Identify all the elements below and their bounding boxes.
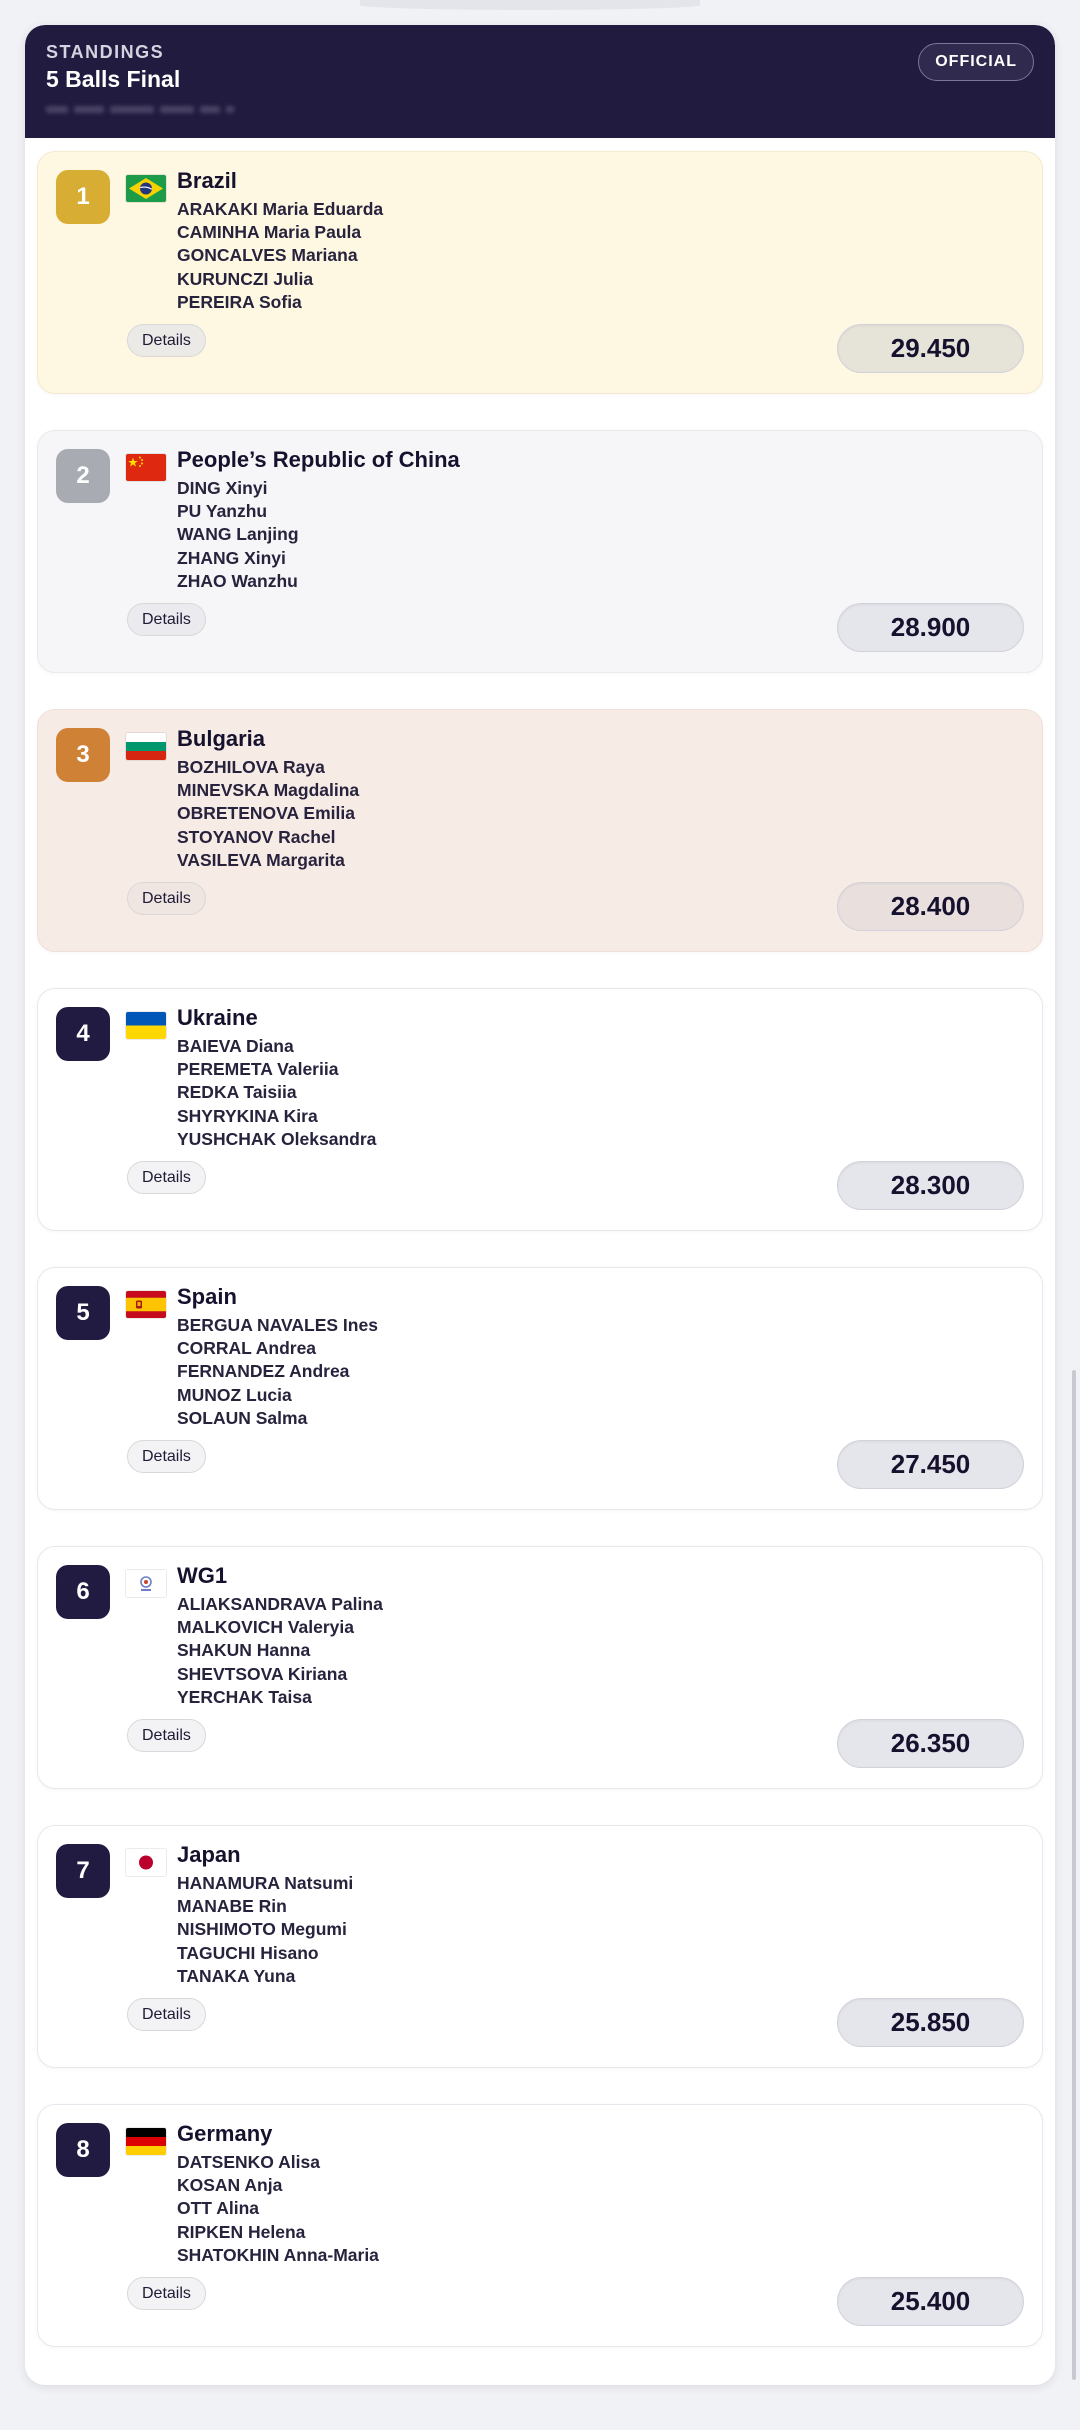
team-member: SHATOKHIN Anna-Maria xyxy=(177,2244,379,2265)
team-member: VASILEVA Margarita xyxy=(177,849,345,870)
china-flag-icon xyxy=(126,454,166,481)
team-member: SHEVTSOVA Kiriana xyxy=(177,1663,348,1684)
team-members xyxy=(177,198,383,314)
section-kicker: STANDINGS xyxy=(46,42,165,62)
standing-card-rank-8 xyxy=(37,2104,1043,2347)
total-score: 27.450 xyxy=(837,1440,1024,1489)
details-button[interactable]: Details xyxy=(127,603,206,636)
team-member: DATSENKO Alisa xyxy=(177,2152,320,2172)
team-member: SHAKUN Hanna xyxy=(177,1640,311,1661)
team-member: PU Yanzhu xyxy=(177,501,268,522)
spain-flag-icon xyxy=(126,1291,166,1318)
details-button[interactable]: Details xyxy=(127,324,206,357)
total-score: 28.400 xyxy=(837,882,1024,931)
country-name: Brazil xyxy=(177,168,237,193)
wg1-flag-icon xyxy=(126,1570,166,1597)
team-member: OBRETENOVA Emilia xyxy=(177,803,355,824)
team-member: BERGUA NAVALES Ines xyxy=(177,1315,378,1335)
team-member: ALIAKSANDRAVA Palina xyxy=(177,1594,383,1614)
team-member: MALKOVICH Valeryia xyxy=(177,1617,354,1638)
team-member: KURUNCZI Julia xyxy=(177,268,314,289)
total-score: 25.850 xyxy=(837,1998,1024,2047)
team-member: ARAKAKI Maria Eduarda xyxy=(177,199,384,219)
standing-card-rank-3 xyxy=(37,709,1043,952)
team-member: TAGUCHI Hisano xyxy=(177,1942,319,1963)
team-members xyxy=(177,477,299,593)
rank-badge: 5 xyxy=(56,1286,110,1340)
team-member: MUNOZ Lucia xyxy=(177,1384,292,1405)
bulgaria-flag-icon xyxy=(126,733,166,760)
team-member: STOYANOV Rachel xyxy=(177,826,336,847)
total-score: 26.350 xyxy=(837,1719,1024,1768)
details-button[interactable]: Details xyxy=(127,1719,206,1752)
ukraine-flag-icon xyxy=(126,1012,166,1039)
team-member: TANAKA Yuna xyxy=(177,1965,296,1986)
rank-badge: 8 xyxy=(56,2123,110,2177)
standing-card-rank-2 xyxy=(37,430,1043,673)
rank-badge: 6 xyxy=(56,1565,110,1619)
team-members xyxy=(177,1593,383,1709)
team-member: YERCHAK Taisa xyxy=(177,1686,312,1707)
standing-card-rank-7 xyxy=(37,1825,1043,2068)
country-name: Bulgaria xyxy=(177,726,266,751)
rank-badge: 1 xyxy=(56,170,110,224)
standing-card-rank-5 xyxy=(37,1267,1043,1510)
country-name: WG1 xyxy=(177,1563,228,1588)
japan-flag-icon xyxy=(126,1849,166,1876)
team-member: BAIEVA Diana xyxy=(177,1036,294,1056)
rank-badge: 3 xyxy=(56,728,110,782)
total-score: 28.900 xyxy=(837,603,1024,652)
team-member: YUSHCHAK Oleksandra xyxy=(177,1128,377,1149)
team-member: MINEVSKA Magdalina xyxy=(177,780,360,801)
team-member: FERNANDEZ Andrea xyxy=(177,1361,350,1382)
event-title: 5 Balls Final xyxy=(46,66,181,92)
team-member: HANAMURA Natsumi xyxy=(177,1873,354,1893)
team-member: PEREIRA Sofia xyxy=(177,291,302,312)
team-member: ZHANG Xinyi xyxy=(177,547,286,568)
team-member: SOLAUN Salma xyxy=(177,1407,308,1428)
standing-card-rank-1 xyxy=(37,151,1043,394)
team-member: OTT Alina xyxy=(177,2198,259,2219)
country-name: Japan xyxy=(177,1842,241,1867)
team-member: PEREMETA Valeriia xyxy=(177,1059,339,1080)
total-score: 29.450 xyxy=(837,324,1024,373)
country-name: Ukraine xyxy=(177,1005,258,1030)
team-member: WANG Lanjing xyxy=(177,524,299,545)
team-members xyxy=(177,756,359,872)
standings-header xyxy=(25,25,1055,138)
details-button[interactable]: Details xyxy=(127,1161,206,1194)
team-members xyxy=(177,2151,379,2267)
team-member: SHYRYKINA Kira xyxy=(177,1105,318,1126)
team-member: CAMINHA Maria Paula xyxy=(177,222,362,243)
details-button[interactable]: Details xyxy=(127,2277,206,2310)
details-button[interactable]: Details xyxy=(127,882,206,915)
rank-badge: 4 xyxy=(56,1007,110,1061)
scrollbar[interactable] xyxy=(1072,1370,1076,2380)
team-member: CORRAL Andrea xyxy=(177,1338,317,1359)
country-name: People’s Republic of China xyxy=(177,447,460,472)
standings-list xyxy=(37,151,1043,2383)
team-member: RIPKEN Helena xyxy=(177,2221,306,2242)
details-button[interactable]: Details xyxy=(127,1440,206,1473)
germany-flag-icon xyxy=(126,2128,166,2155)
team-members xyxy=(177,1872,353,1988)
team-member: DING Xinyi xyxy=(177,478,268,498)
brazil-flag-icon xyxy=(126,175,166,202)
team-members xyxy=(177,1035,376,1151)
total-score: 28.300 xyxy=(837,1161,1024,1210)
team-member: BOZHILOVA Raya xyxy=(177,757,325,777)
official-badge: OFFICIAL xyxy=(918,43,1034,81)
details-button[interactable]: Details xyxy=(127,1998,206,2031)
redacted-subtitle xyxy=(46,104,276,115)
standing-card-rank-4 xyxy=(37,988,1043,1231)
team-member: NISHIMOTO Megumi xyxy=(177,1919,347,1940)
country-name: Spain xyxy=(177,1284,237,1309)
team-member: REDKA Taisiia xyxy=(177,1082,297,1103)
rank-badge: 7 xyxy=(56,1844,110,1898)
team-member: GONCALVES Mariana xyxy=(177,245,358,266)
team-members xyxy=(177,1314,378,1430)
team-member: ZHAO Wanzhu xyxy=(177,570,298,591)
rank-badge: 2 xyxy=(56,449,110,503)
standings-panel xyxy=(25,25,1055,2385)
team-member: KOSAN Anja xyxy=(177,2175,283,2196)
country-name: Germany xyxy=(177,2121,273,2146)
top-shadow xyxy=(360,0,700,10)
team-member: MANABE Rin xyxy=(177,1896,287,1917)
total-score: 25.400 xyxy=(837,2277,1024,2326)
standing-card-rank-6 xyxy=(37,1546,1043,1789)
